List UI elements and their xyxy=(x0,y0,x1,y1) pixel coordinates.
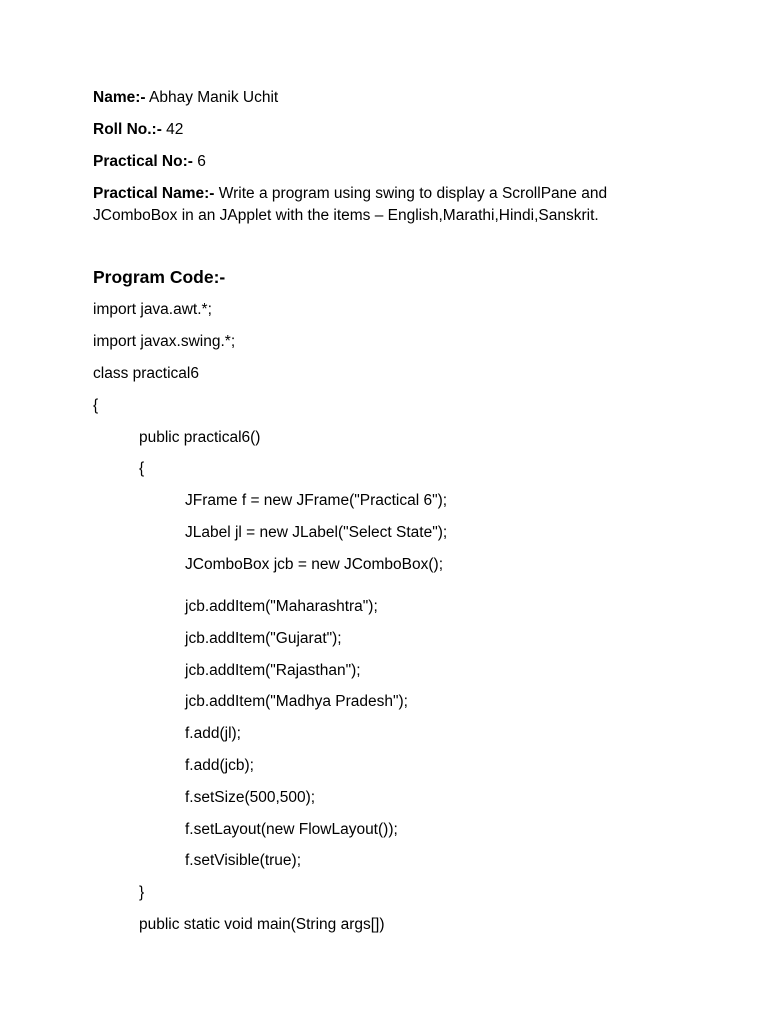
practical-name-text-1: Write a program using swing to display a ScrollPane and xyxy=(214,185,608,202)
code-line: f.setLayout(new FlowLayout()); xyxy=(185,821,398,838)
code-line: } xyxy=(139,884,145,901)
code-line: JComboBox jcb = new JComboBox(); xyxy=(185,556,444,573)
code-line: jcb.addItem("Madhya Pradesh"); xyxy=(185,693,408,710)
code-line: f.setVisible(true); xyxy=(185,852,302,869)
code-line: jcb.addItem("Gujarat"); xyxy=(185,630,342,647)
roll-value: 42 xyxy=(161,121,184,138)
code-line: f.add(jl); xyxy=(185,725,241,742)
code-line: f.setSize(500,500); xyxy=(185,789,316,806)
name-value: Abhay Manik Uchit xyxy=(145,89,279,106)
code-line: JFrame f = new JFrame("Practical 6"); xyxy=(185,492,448,509)
code-line: public practical6() xyxy=(139,429,261,446)
roll-label: Roll No.:- xyxy=(93,121,162,138)
practical-name-text-2: JComboBox in an JApplet with the items – English,Marathi,Hindi,Sanskrit. xyxy=(93,207,599,224)
practical-name-line-2 xyxy=(93,206,599,226)
practical-no-line xyxy=(93,152,206,172)
name-label: Name:- xyxy=(93,89,146,106)
code-line: { xyxy=(139,460,145,477)
code-line: jcb.addItem("Maharashtra"); xyxy=(185,598,378,615)
practical-name-line xyxy=(93,184,607,204)
code-line: JLabel jl = new JLabel("Select State"); xyxy=(185,524,448,541)
code-line: { xyxy=(93,397,99,414)
code-line: import javax.swing.*; xyxy=(93,333,236,350)
practical-no-value: 6 xyxy=(192,153,206,170)
code-line: f.add(jcb); xyxy=(185,757,254,774)
practical-name-label: Practical Name:- xyxy=(93,185,215,202)
name-line xyxy=(93,88,278,108)
practical-no-label: Practical No:- xyxy=(93,153,193,170)
code-line: public static void main(String args[]) xyxy=(139,916,385,933)
roll-line xyxy=(93,120,183,140)
program-code-heading: Program Code:- xyxy=(93,267,226,287)
code-line: import java.awt.*; xyxy=(93,301,212,318)
code-line: class practical6 xyxy=(93,365,199,382)
code-line: jcb.addItem("Rajasthan"); xyxy=(185,662,361,679)
